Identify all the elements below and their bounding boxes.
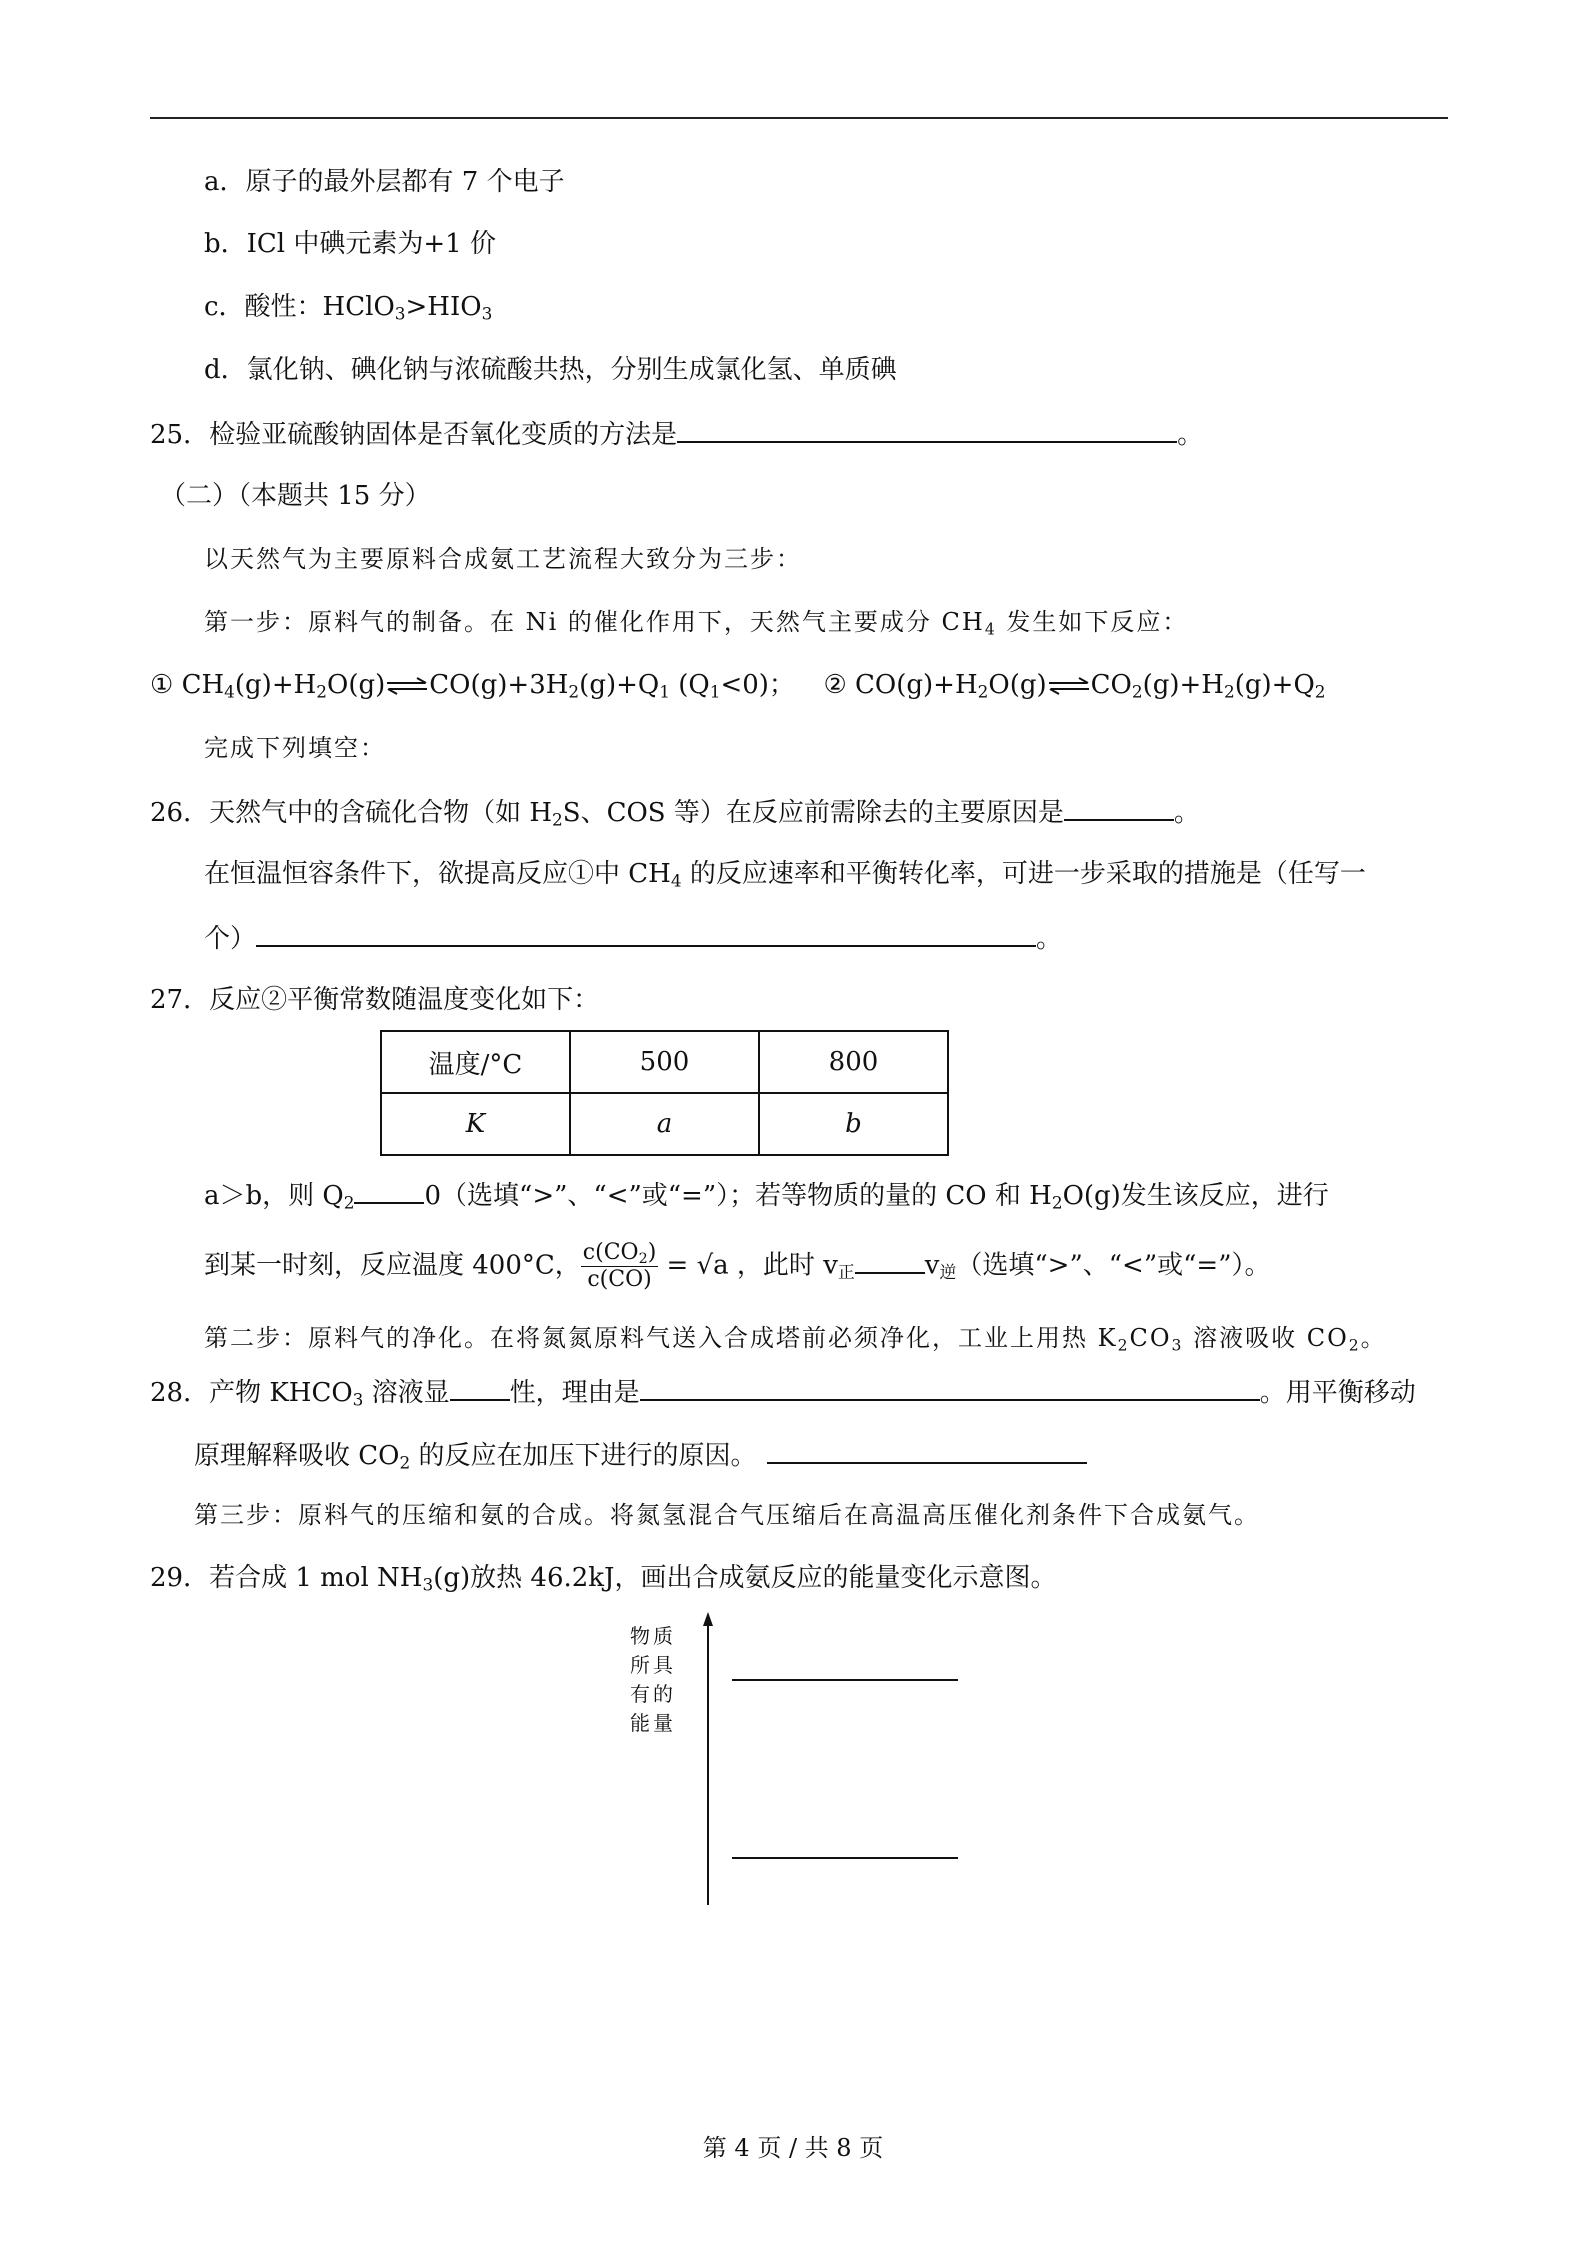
fill-prompt: 完成下列填空： (204, 734, 386, 762)
answer-blank[interactable] (677, 415, 1177, 443)
answer-blank[interactable] (256, 919, 1036, 947)
option-b: b．ICl 中碘元素为+1 价 (204, 229, 496, 259)
table-header: 500 (570, 1031, 759, 1093)
answer-blank[interactable] (640, 1373, 1260, 1401)
option-a: a．原子的最外层都有 7 个电子 (204, 167, 565, 197)
section-title: （二）（本题共 15 分） (160, 481, 431, 511)
answer-blank[interactable] (855, 1246, 925, 1274)
table-header: 温度/°C (381, 1031, 570, 1093)
step-2: 第二步：原料气的净化。在将氮氮原料气送入合成塔前必须净化，工业上用热 $K_2CO_3$ 溶液吸收 $CO_2$。 (204, 1324, 1387, 1355)
table-cell: a (570, 1093, 759, 1155)
question-26-part2-cont: 个） 。 (204, 919, 1062, 957)
question-29: 29．若合成 1 mol $NH_3(g)$放热 46.2kJ，画出合成氨反应的能量变化示意图。 (150, 1563, 1057, 1595)
question-28-part2: 原理解释吸收 $CO_2$ 的反应在加压下进行的原因。 (194, 1436, 1087, 1474)
energy-diagram[interactable] (620, 1610, 1000, 1910)
table-cell: K (381, 1093, 570, 1155)
reactions: ① $CH_4(g)+H_2O(g)$ $CO(g)+3H_2(g)+Q_1$ $(Q_1<0)$； ② $CO(g)+H_2O(g)$ $CO_2(g)+H_2(g)+Q_2$ (150, 670, 1326, 702)
option-d: d．氯化钠、碘化钠与浓硫酸共热，分别生成氯化氢、单质碘 (204, 355, 897, 385)
page-footer: 第 4 页 / 共 8 页 (702, 2134, 884, 2162)
equilibrium-arrow-icon (1047, 676, 1091, 696)
answer-blank[interactable] (354, 1176, 424, 1204)
question-25: 25．检验亚硫酸钠固体是否氧化变质的方法是 。 (150, 415, 1203, 453)
question-26: 26．天然气中的含硫化合物（如 $H_2S$、COS 等）在反应前需除去的主要原因是 。 (150, 793, 1200, 831)
step-3: 第三步：原料气的压缩和氨的合成。将氮氢混合气压缩后在高温高压催化剂条件下合成氨气。 (194, 1501, 1260, 1529)
option-c: c．酸性：$HClO_3>HIO_3$ (204, 292, 493, 324)
question-27-line2: 到某一时刻，反应温度 400°C， $\frac{c(CO_2)}{c(CO)}$ = √a ，此时 $v_正$ $v_逆$（选填“>”、“<”或“=”）。 (204, 1240, 1271, 1292)
equilibrium-constant-table (380, 1030, 949, 1156)
step-1: 第一步：原料气的制备。在 Ni 的催化作用下，天然气主要成分 $CH_4$ 发生如下反应： (204, 608, 1189, 639)
answer-blank[interactable] (1064, 793, 1174, 821)
table-header: 800 (759, 1031, 948, 1093)
concentration-fraction: $\frac{c(CO_2)}{c(CO)}$ (582, 1240, 657, 1292)
y-axis-label: 物质 所具 有的 能量 (630, 1624, 676, 1735)
intro-text: 以天然气为主要原料合成氨工艺流程大致分为三步： (204, 545, 802, 573)
energy-axes (620, 1610, 1000, 1910)
question-27-line1: a＞b，则 $Q_2$ 0（选填“>”、“<”或“=”）；若等物质的量的 CO 和 $H_2O(g)$发生该反应，进行 (204, 1176, 1329, 1214)
equilibrium-arrow-icon (385, 676, 429, 696)
top-rule (150, 117, 1448, 119)
question-26-part2: 在恒温恒容条件下，欲提高反应①中 $CH_4$ 的反应速率和平衡转化率，可进一步采取的措施是（任写一 (204, 859, 1366, 891)
table-cell: b (759, 1093, 948, 1155)
answer-blank[interactable] (767, 1436, 1087, 1464)
question-28: 28．产物 $KHCO_3$ 溶液显 性，理由是 。用平衡移动 (150, 1373, 1416, 1411)
question-27: 27．反应②平衡常数随温度变化如下： (150, 985, 600, 1015)
answer-blank[interactable] (450, 1373, 510, 1401)
